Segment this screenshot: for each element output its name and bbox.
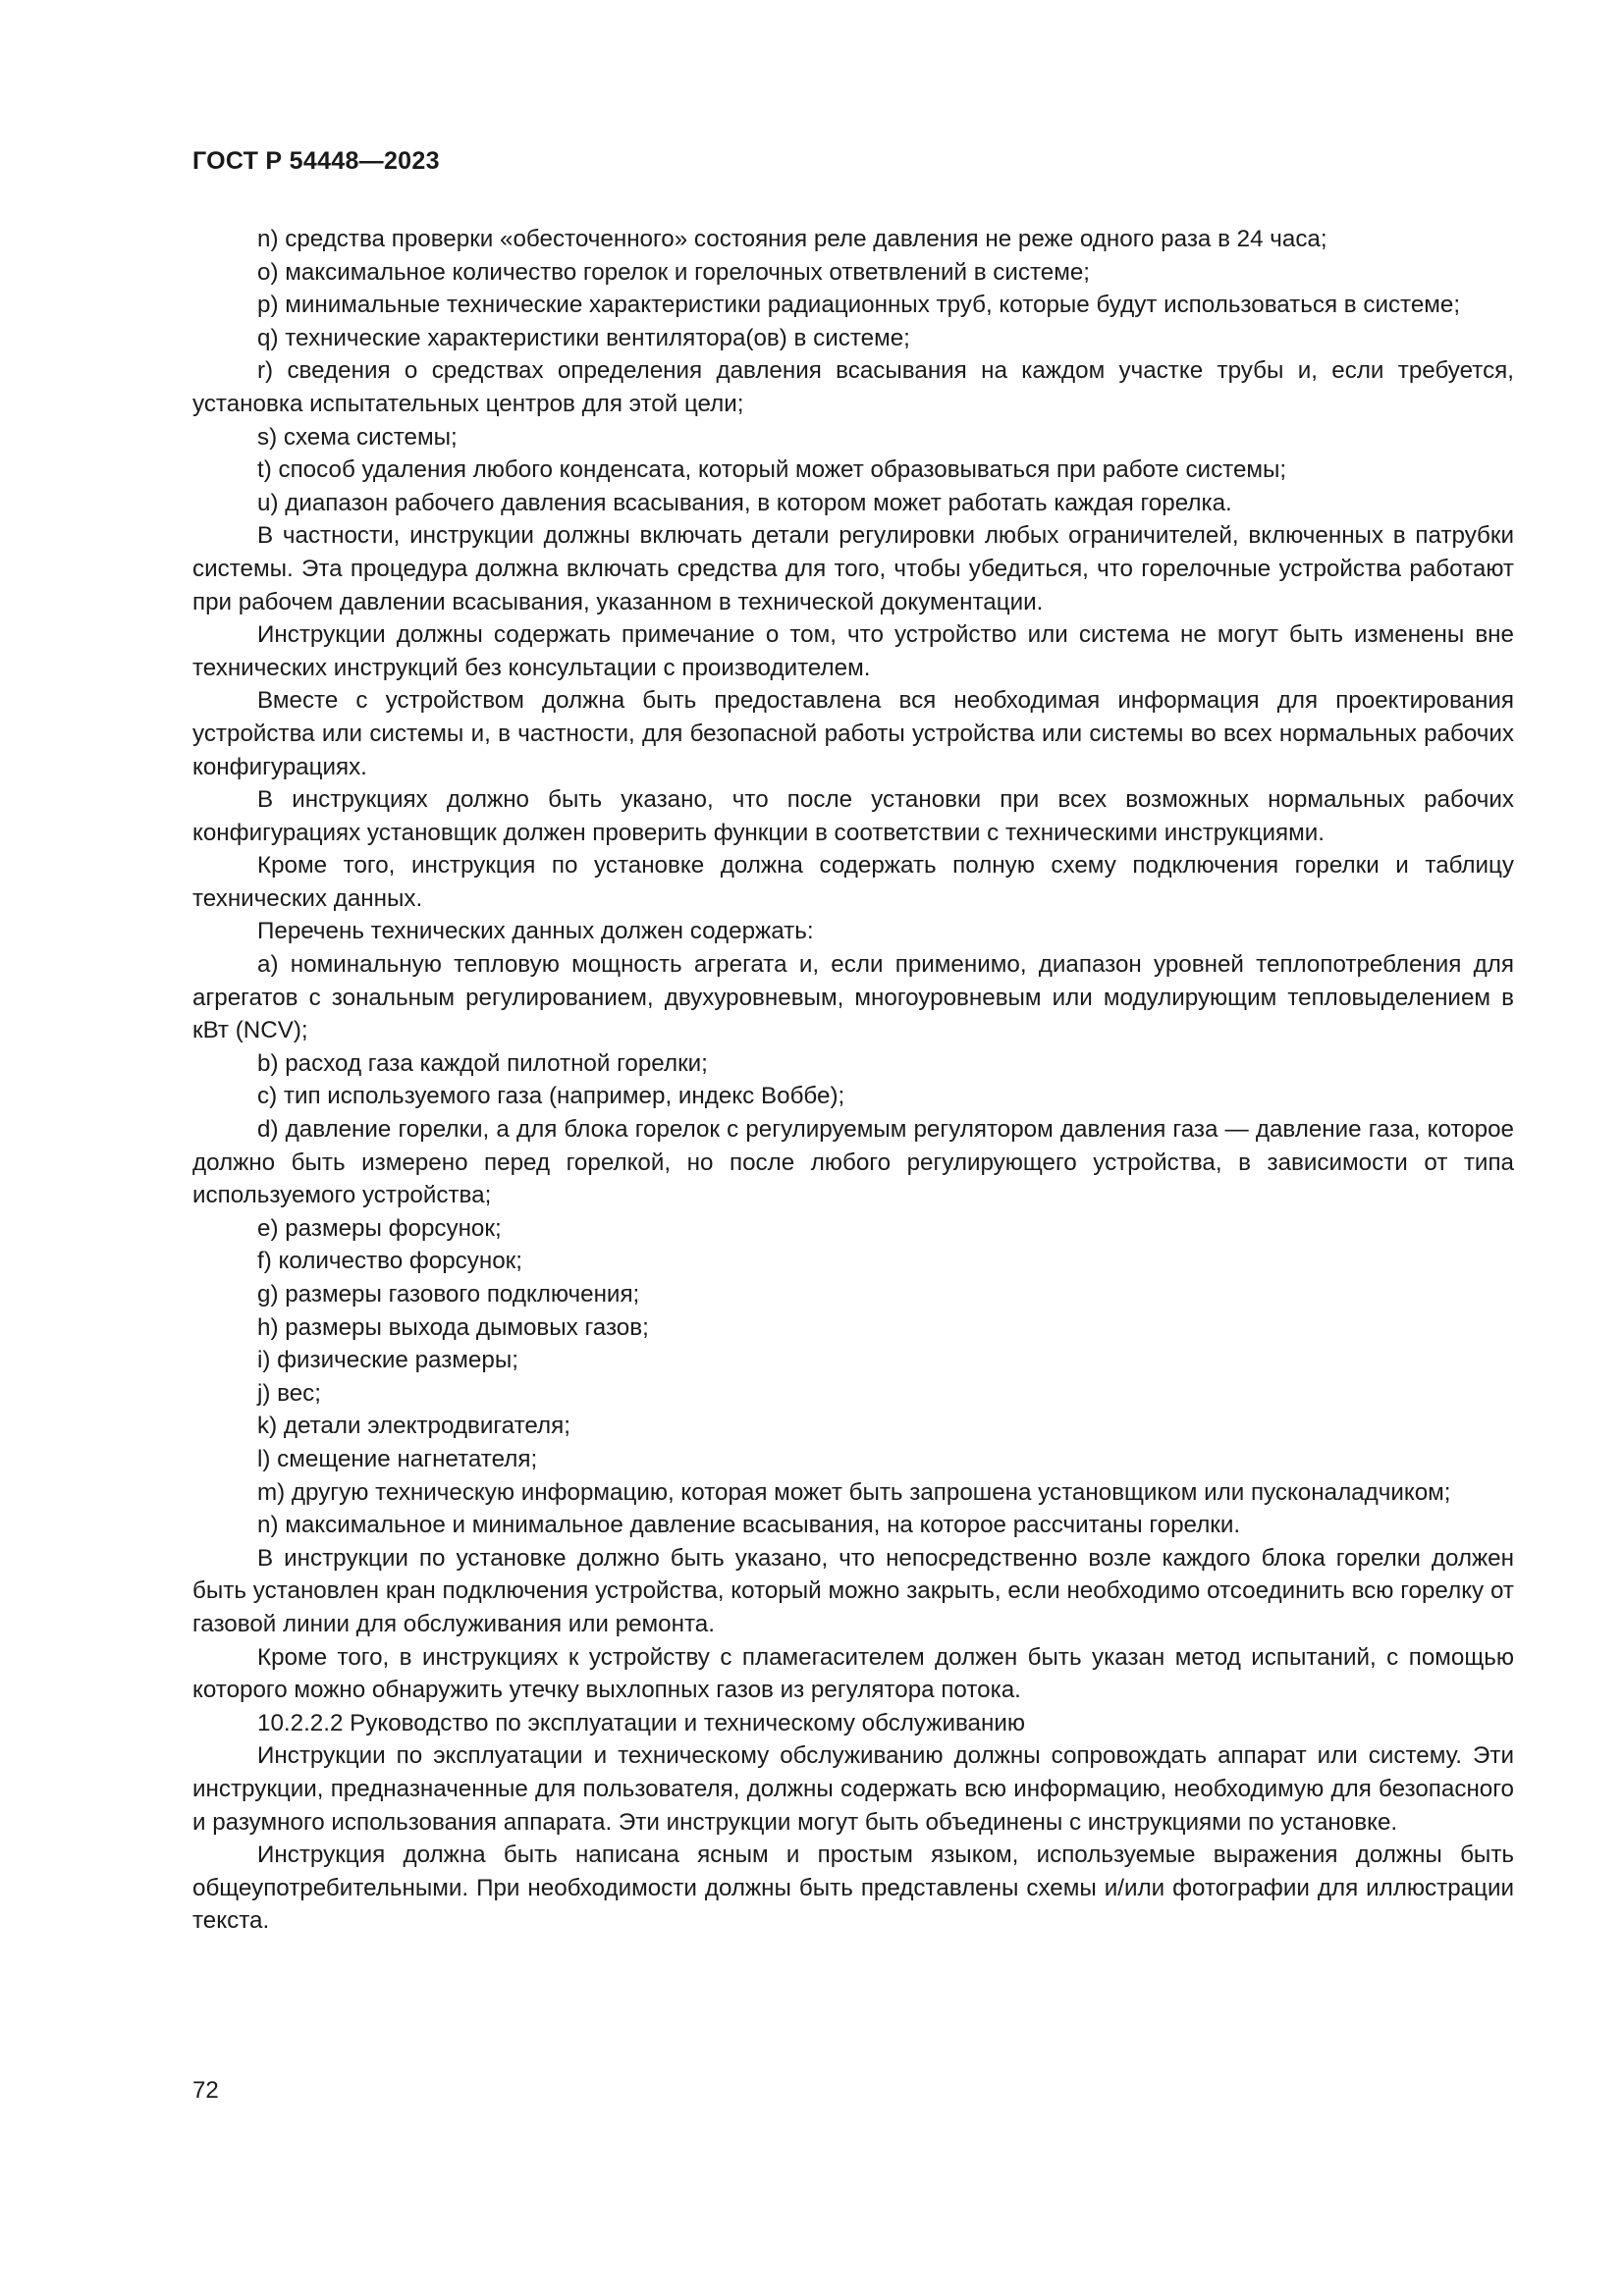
list-item-m-other-info: m) другую техническую информацию, которая может быть запрошена установщиком или пусконаладчиком; — [257, 1478, 1451, 1506]
list-item-h-flue-outlet: h) размеры выхода дымовых газов; — [257, 1313, 649, 1341]
standard-header: ГОСТ Р 54448—2023 — [192, 147, 440, 175]
paragraph-tech-data-intro: Перечень технических данных должен содержать: — [257, 918, 814, 945]
list-item-i-dimensions: i) физические размеры; — [257, 1347, 518, 1374]
list-item-b-pilot-gas: b) расход газа каждой пилотной горелки; — [257, 1049, 708, 1077]
list-item-n-suction-range: n) максимальное и минимальное давление всасывания, на которое рассчитаны горелки. — [257, 1512, 1241, 1539]
list-item-e-nozzle-sizes: e) размеры форсунок; — [257, 1214, 502, 1242]
paragraph-shutoff-valve: В инструкции по установке должно быть указано, что непосредственно возле каждого блока горелки должен быть установлен кран подключения устройства, который можно закрыть, если необходимо отсоединить всю горелку от газовой линии для обслуживания или ремонта. — [192, 1544, 1514, 1637]
paragraph-design-info: Вместе с устройством должна быть предоставлена вся необходимая информация для проектирования устройства или системы и, в частности, для безопасной работы устройства или системы во всех нормальных рабочих конфигурациях. — [192, 687, 1514, 780]
list-item-k-motor: k) детали электродвигателя; — [257, 1413, 570, 1440]
list-item-o-burner-count: o) максимальное количество горелок и горелочных ответвлений в системе; — [257, 258, 1091, 286]
paragraph-wiring-diagram: Кроме того, инструкция по установке должна содержать полную схему подключения горелки и таблицу технических данных. — [192, 852, 1514, 912]
paragraph-installer-check: В инструкциях должно быть указано, что после установки при всех возможных нормальных рабочих конфигурациях установщик должен проверить функции в соответствии с техническими инструкциями. — [192, 786, 1514, 846]
list-item-r-suction-pressure: r) сведения о средствах определения давления всасывания на каждом участке трубы и, если требуется, установка испытательных центров для этой цели; — [192, 357, 1514, 417]
section-heading-10-2-2-2: 10.2.2.2 Руководство по эксплуатации и техническому обслуживанию — [257, 1709, 1025, 1736]
list-item-c-gas-type: c) тип используемого газа (например, индекс Воббе); — [257, 1083, 845, 1110]
list-item-s-system-diagram: s) схема системы; — [257, 423, 458, 451]
list-item-g-gas-connection: g) размеры газового подключения; — [257, 1281, 640, 1308]
list-item-q-fan-specs: q) технические характеристики вентилятора(ов) в системе; — [257, 324, 910, 351]
list-item-l-blower-offset: l) смещение нагнетателя; — [257, 1445, 538, 1472]
list-item-u-pressure-range: u) диапазон рабочего давления всасывания, в котором может работать каждая горелка. — [257, 489, 1232, 516]
paragraph-plain-language: Инструкция должна быть написана ясным и простым языком, используемые выражения должны быть общеупотребительными. При необходимости должны быть представлены схемы и/или фотографии для иллюстрации текста. — [192, 1842, 1514, 1935]
body-text — [192, 223, 1514, 1938]
paragraph-manufacturer-note: Инструкции должны содержать примечание о том, что устройство или система не могут быть изменены вне технических инструкций без консультации с производителем. — [192, 621, 1514, 681]
list-item-j-weight: j) вес; — [257, 1379, 321, 1407]
paragraph-flame-arrester: Кроме того, в инструкциях к устройству с пламегасителем должен быть указан метод испытаний, с помощью которого можно обнаружить утечку выхлопных газов из регулятора потока. — [192, 1643, 1514, 1704]
list-item-d-burner-pressure: d) давление горелки, а для блока горелок с регулируемым регулятором давления газа — давление газа, которое должно быть измерено перед горелкой, но после любого регулирующего устройства, в зависимости от типа используемого устройства; — [192, 1116, 1514, 1209]
paragraph-operating-instructions: Инструкции по эксплуатации и техническому обслуживанию должны сопровождать аппарат или систему. Эти инструкции, предназначенные для пользователя, должны содержать всю информацию, необходимую для безопасного и разумного использования аппарата. Эти инструкции могут быть объединены с инструкциями по установке. — [192, 1742, 1514, 1836]
page-number: 72 — [192, 2077, 219, 2104]
document-page — [192, 147, 1514, 1938]
list-item-a-heat-output: a) номинальную тепловую мощность агрегата и, если применимо, диапазон уровней теплопотребления для агрегатов с зональным регулированием, двухуровневым, многоуровневым или модулирующим тепловыделением в кВт (NCV); — [192, 951, 1514, 1044]
paragraph-limiter-adjustment: В частности, инструкции должны включать детали регулировки любых ограничителей, включенных в патрубки системы. Эта процедура должна включать средства для того, чтобы убедиться, что горелочные устройства работают при рабочем давлении всасывания, указанном в технической документации. — [192, 522, 1514, 615]
list-item-p-radiant-tubes: p) минимальные технические характеристики радиационных труб, которые будут использоваться в системе; — [257, 292, 1461, 319]
list-item-n-pressure-relay: n) средства проверки «обесточенного» состояния реле давления не реже одного раза в 24 часа; — [257, 226, 1327, 252]
list-item-f-nozzle-count: f) количество форсунок; — [257, 1248, 522, 1275]
list-item-t-condensate: t) способ удаления любого конденсата, который может образовываться при работе системы; — [257, 456, 1287, 484]
